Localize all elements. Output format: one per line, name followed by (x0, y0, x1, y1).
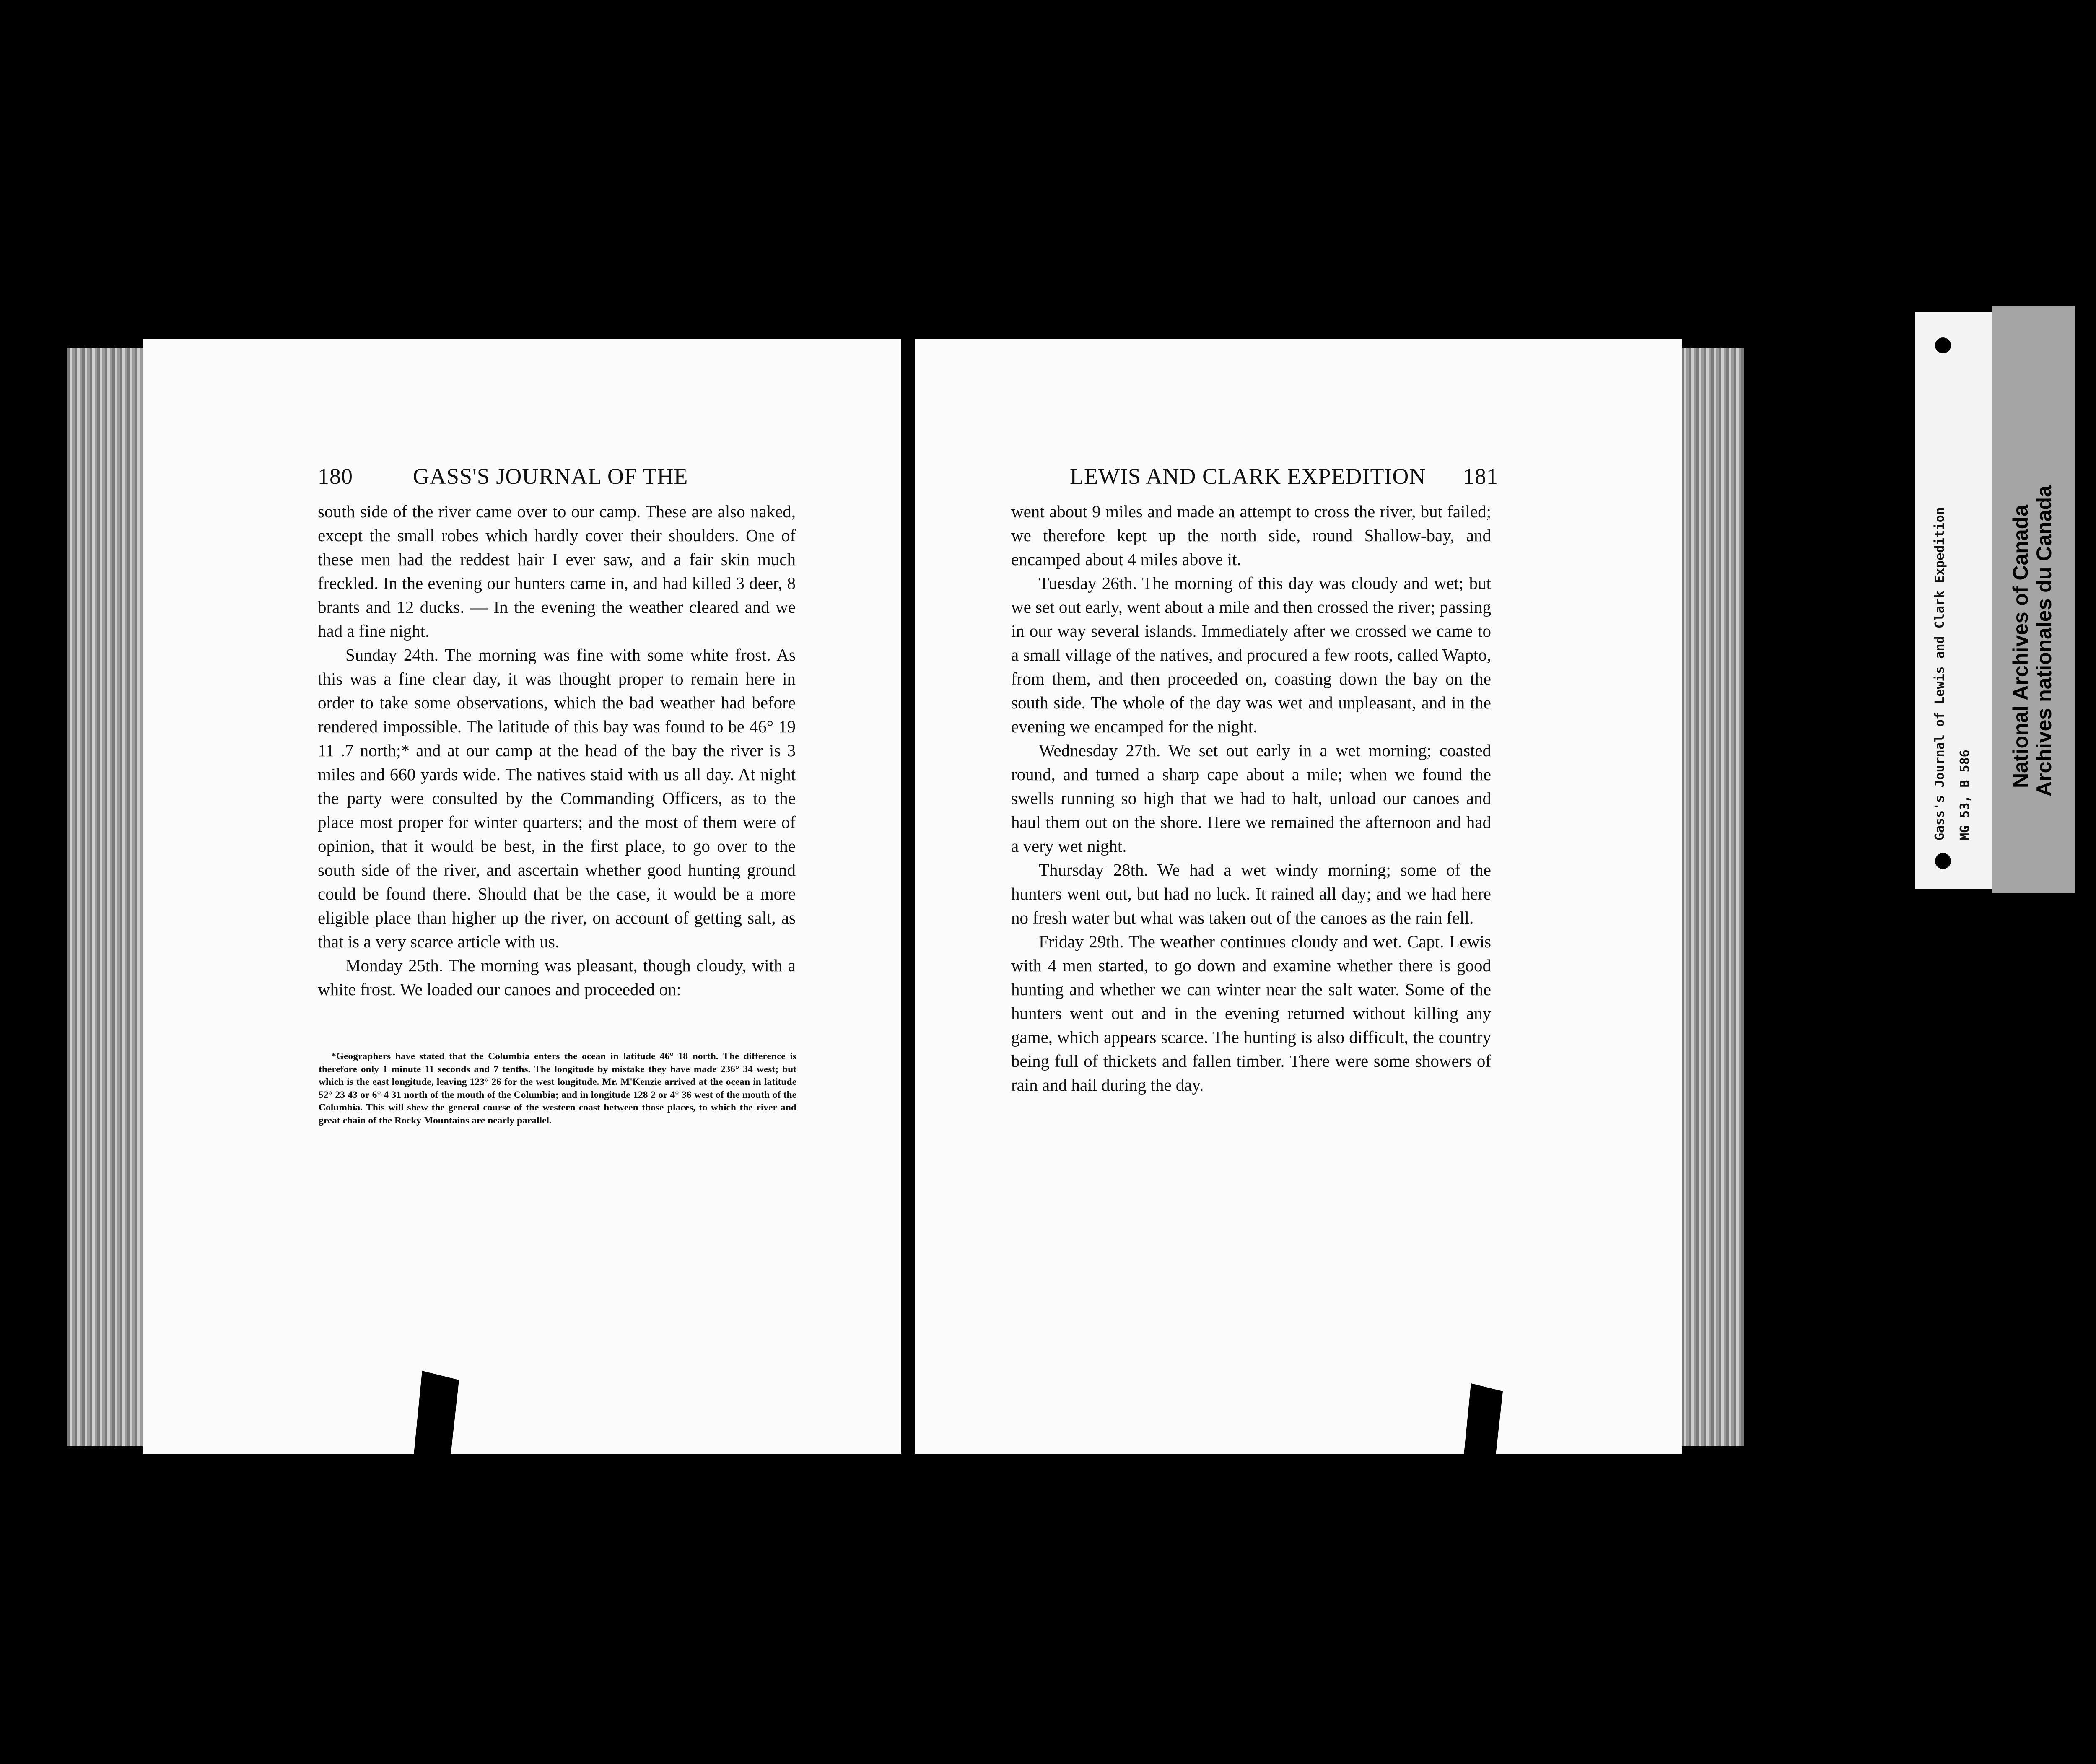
left-running-head: GASS'S JOURNAL OF THE (413, 464, 688, 489)
archive-stamp (1992, 306, 2075, 893)
right-page-number: 181 (1463, 464, 1498, 489)
stamp-line-english: National Archives of Canada (2009, 504, 2032, 788)
paragraph: Friday 29th. The weather continues cloudy and wet. Capt. Lewis with 4 men started, to go down and examine whether there is good hunting and whether we can winter near the salt water. Some of the hunters went out and in the evening returned without killing any game, which appears scarce. The hunting is also difficult, the country being full of thickets and fallen timber. There were some showers of rain and hail during the day. (1011, 932, 1491, 1095)
left-page-number: 180 (318, 464, 353, 489)
footnote: *Geographers have stated that the Columbia enters the ocean in latitude 46° 18 north. The difference is therefore only 1 minute 11 seconds and 7 tenths. The longitude by mistake they have made 236° 34 west; but which is the east longitude, leaving 123° 26 for the west longitude. Mr. M'Kenzie arrived at the ocean in latitude 52° 23 43 or 6° 4 31 north of the mouth of the Columbia; and in longitude 128 2 or 4° 36 west of the mouth of the Columbia. This will shew the general course of the western coast between those places, to which the river and great chain of the Rocky Mountains are nearly parallel. (319, 1051, 796, 1126)
punch-hole (1935, 337, 1951, 353)
right-page-body (1011, 500, 1491, 1097)
paragraph: went about 9 miles and made an attempt to cross the river, but failed; we therefore kept up the north side, round Shallow-bay, and encamped about 4 miles above it. (1011, 502, 1491, 569)
label-card (1915, 312, 1999, 889)
stamp-line-french: Archives nationales du Canada (2032, 485, 2056, 796)
paragraph: Monday 25th. The morning was pleasant, though cloudy, with a white frost. We loaded our canoes and proceeded on: (318, 956, 796, 999)
left-page-edges (67, 348, 147, 1446)
left-page-body (318, 500, 796, 1001)
label-reference: MG 53, B 586 (1958, 750, 1972, 840)
paragraph: Thursday 28th. We had a wet windy morning; some of the hunters went out, but had no luck. It rained all day; and we had here no fresh water but what was taken out of the canoes as the rain fell. (1011, 860, 1491, 927)
right-running-head: LEWIS AND CLARK EXPEDITION (1070, 464, 1426, 489)
paragraph: Wednesday 27th. We set out early in a wet morning; coasted round, and turned a sharp cape about a mile; when we found the swells running so high that we had to halt, unload our canoes and haul them out on the shore. Here we remained the afternoon and had a very wet night. (1011, 741, 1491, 856)
paragraph: south side of the river came over to our camp. These are also naked, except the small robes which hardly cover their shoulders. One of these men had the reddest hair I ever saw, and a fair skin much freckled. In the evening our hunters came in, and had killed 3 deer, 8 brants and 12 ducks. — In the evening the weather cleared and we had a fine night. (318, 502, 796, 641)
punch-hole (1935, 853, 1951, 869)
paragraph: Sunday 24th. The morning was fine with some white frost. As this was a fine clear day, it was thought proper to remain here in order to take some observations, which the bad weather had before rendered impossible. The latitude of this bay was found to be 46° 19 11 .7 north;* and at our camp at the head of the bay the river is 3 miles and 660 yards wide. The natives staid with us all day. At night the party were consulted by the Commanding Officers, as to the place most proper for winter quarters; and the most of them were of opinion, that it would be best, in the first place, to go over to the south side of the river, and ascertain whether good hunting ground could be found there. Should that be the case, it would be a more eligible place than higher up the river, on account of getting salt, as that is a very scarce article with us. (318, 645, 796, 951)
right-page-edges (1681, 348, 1744, 1446)
paragraph: Tuesday 26th. The morning of this day was cloudy and wet; but we set out early, went about a mile and then crossed the river; passing in our way several islands. Immediately after we crossed we came to a small village of the natives, and procured a few roots, called Wapto, from them, and then proceeded on, coasting down the bay on the south side. The whole of the day was wet and unpleasant, and in the evening we encamped for the night. (1011, 573, 1491, 736)
label-title: Gass's Journal of Lewis and Clark Expedition (1933, 507, 1947, 840)
